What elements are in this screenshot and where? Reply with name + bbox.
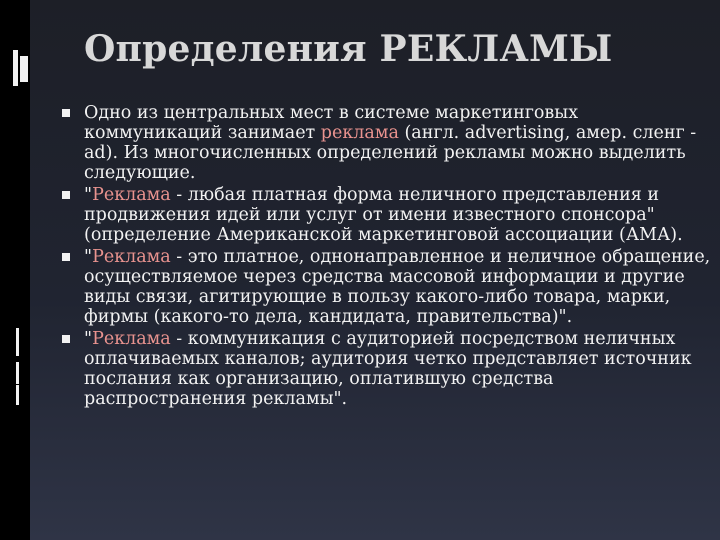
bullet-text: - коммуникация с аудиторией посредством неличных оплачиваемых каналов; аудитория четко представляет источник послания как организацию, оплатившую средства распространения рекламы". (84, 329, 692, 409)
bullet-text: Одно из центральных мест в системе маркетинговых коммуникаций занимает (84, 103, 579, 143)
accent-bar (16, 385, 19, 405)
accent-bar (13, 50, 18, 86)
square-bullet-icon (62, 109, 70, 117)
highlighted-term: Реклама (92, 185, 171, 205)
square-bullet-icon (62, 191, 70, 199)
accent-bar (20, 56, 28, 82)
bullet-list (62, 103, 712, 411)
bullet-item (62, 329, 712, 409)
bullet-text: (англ. advertising, амер. сленг - ad). Из многочисленных определений рекламы можно выделить следующие. (84, 123, 697, 183)
bullet-text: " (84, 329, 93, 349)
highlighted-term: Реклама (92, 247, 171, 267)
highlighted-term: Реклама (92, 329, 171, 349)
accent-bar (16, 362, 19, 384)
accent-bar (16, 328, 19, 356)
square-bullet-icon (62, 335, 70, 343)
highlighted-term: реклама (320, 123, 399, 143)
bullet-text: - это платное, однонаправленное и неличное обращение, осуществляемое через средства массовой информации и другие виды связи, агитирующие в пользу какого-либо товара, марки, фирмы (какого-то дела, кандидата, правительства)". (84, 247, 711, 327)
slide-title: Определения РЕКЛАМЫ (84, 28, 613, 70)
bullet-text: " (84, 247, 93, 267)
bullet-item (62, 185, 712, 245)
bullet-text: - любая платная форма неличного представления и продвижения идей или услуг от имени известного спонсора" (определение Американской маркетинговой ассоциации (АМА). (84, 185, 683, 245)
bullet-item (62, 103, 712, 183)
bullet-text: " (84, 185, 93, 205)
square-bullet-icon (62, 253, 70, 261)
bullet-item (62, 247, 712, 327)
